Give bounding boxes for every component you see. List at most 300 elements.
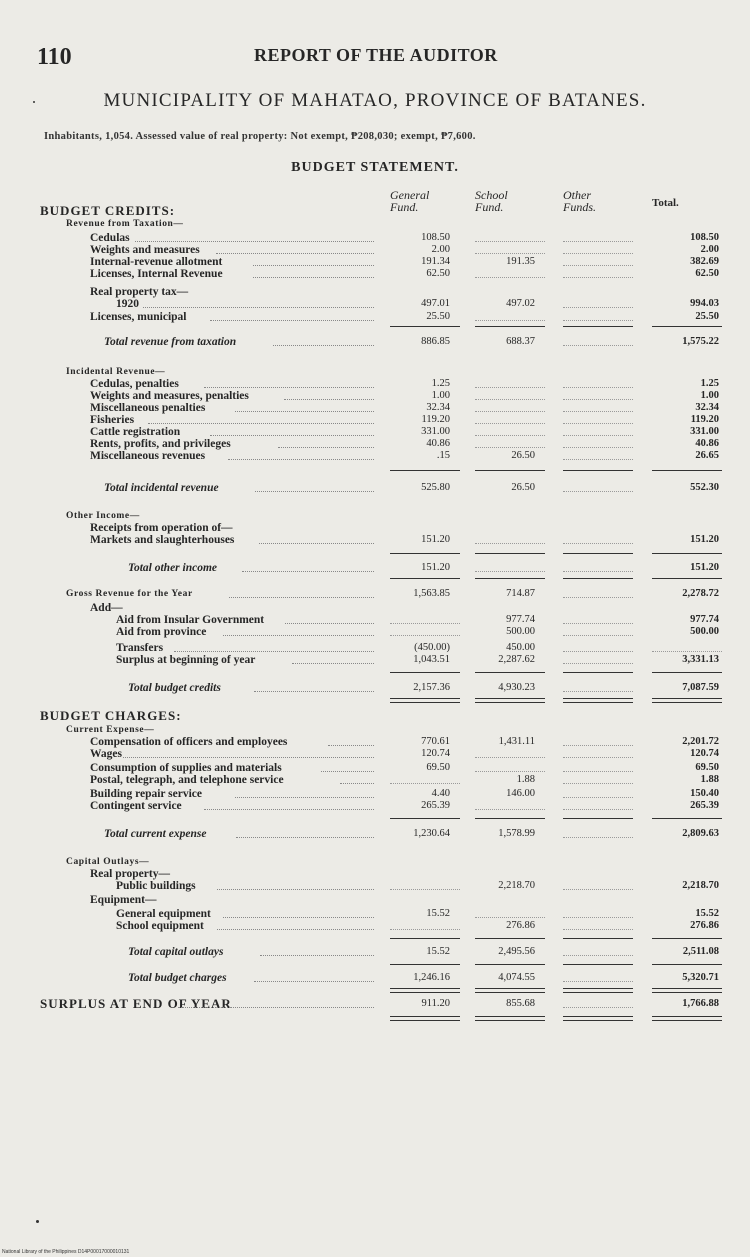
blank-leader [475, 809, 545, 810]
amount-value: 7,087.59 [682, 682, 719, 693]
amount-cell [388, 426, 462, 438]
inhabitants-line: Inhabitants, 1,054. Assessed value of real property: Not exempt, ₱208,030; exempt, ₱7,600. [44, 131, 476, 142]
amount-cell [561, 534, 635, 546]
blank-leader [563, 543, 633, 544]
table-row [0, 218, 750, 230]
amount-cell [473, 880, 547, 892]
amount-cell [650, 482, 724, 494]
row-label: Licenses, municipal [90, 311, 187, 323]
dot-leader [259, 543, 374, 544]
total-rule [652, 470, 722, 471]
amount-cell [650, 654, 724, 666]
amount-cell [388, 762, 462, 774]
amount-cell [561, 414, 635, 426]
amount-value: 2,287.62 [498, 654, 535, 665]
row-label: Current Expense— [66, 725, 155, 735]
amount-cell [650, 390, 724, 402]
row-label: Markets and slaughterhouses [90, 534, 235, 546]
amount-value: 276.86 [690, 920, 719, 931]
row-label: Total other income [128, 562, 218, 574]
blank-leader [563, 571, 633, 572]
amount-cell [561, 946, 635, 958]
row-label: Cedulas, penalties [90, 378, 179, 390]
total-rule [563, 553, 633, 554]
total-rule [390, 470, 460, 471]
amount-value: 2,201.72 [682, 736, 719, 747]
amount-value: 1,563.85 [413, 588, 450, 599]
amount-cell [388, 256, 462, 268]
amount-cell [473, 682, 547, 694]
amount-value: 886.85 [421, 336, 450, 347]
amount-value: 191.34 [421, 256, 450, 267]
total-rule [390, 672, 460, 673]
row-label: Consumption of supplies and materials [90, 762, 282, 774]
amount-value: 151.20 [690, 534, 719, 545]
amount-cell [473, 336, 547, 348]
table-row [0, 534, 750, 546]
total-rule [652, 964, 722, 965]
blank-leader [475, 320, 545, 321]
amount-cell [388, 534, 462, 546]
blank-leader [652, 651, 722, 652]
amount-value: 146.00 [506, 788, 535, 799]
total-rule [563, 672, 633, 673]
amount-cell [650, 256, 724, 268]
blank-leader [475, 447, 545, 448]
amount-value: 265.39 [421, 800, 450, 811]
dot-leader [204, 809, 374, 810]
amount-cell [473, 414, 547, 426]
amount-cell [473, 828, 547, 840]
amount-cell [650, 642, 724, 654]
amount-cell [650, 774, 724, 786]
page-number: 110 [37, 44, 72, 70]
blank-leader [563, 981, 633, 982]
row-label: Miscellaneous revenues [90, 450, 206, 462]
amount-cell [473, 626, 547, 638]
amount-cell [388, 614, 462, 626]
amount-cell [388, 438, 462, 450]
row-label: Aid from province [116, 626, 207, 638]
amount-cell [473, 654, 547, 666]
row-label: Transfers [116, 642, 164, 654]
amount-cell [473, 920, 547, 932]
dot-leader [292, 663, 374, 664]
amount-value: 2,495.56 [498, 946, 535, 957]
amount-cell [561, 588, 635, 600]
amount-cell [650, 426, 724, 438]
table-row [0, 828, 750, 840]
blank-leader [563, 691, 633, 692]
table-row [0, 286, 750, 298]
amount-cell [561, 800, 635, 812]
row-label: SURPLUS AT END OF YEAR [40, 996, 232, 1011]
amount-cell [650, 800, 724, 812]
row-label: Miscellaneous penalties [90, 402, 206, 414]
total-rule [652, 553, 722, 554]
amount-value: 977.74 [690, 614, 719, 625]
amount-cell [473, 534, 547, 546]
row-label: Aid from Insular Government [116, 614, 265, 626]
amount-cell [650, 762, 724, 774]
dot-leader [178, 1007, 374, 1008]
amount-value: 688.37 [506, 336, 535, 347]
total-rule [475, 470, 545, 471]
blank-leader [475, 771, 545, 772]
amount-value: 4.40 [431, 788, 450, 799]
amount-cell [561, 654, 635, 666]
amount-cell [650, 438, 724, 450]
table-row [0, 336, 750, 348]
amount-cell [473, 450, 547, 462]
column-header: Other Funds. [563, 188, 596, 214]
double-rule [475, 698, 545, 703]
dot-leader [255, 491, 374, 492]
amount-cell [388, 998, 462, 1010]
amount-value: 1,246.16 [413, 972, 450, 983]
dot-leader [273, 345, 374, 346]
amount-cell [388, 588, 462, 600]
double-rule [652, 698, 722, 703]
dot-leader [236, 837, 374, 838]
amount-value: 977.74 [506, 614, 535, 625]
column-header: General Fund. [390, 188, 430, 214]
amount-value: 26.50 [511, 450, 535, 461]
amount-value: 552.30 [690, 482, 719, 493]
amount-cell [561, 748, 635, 760]
amount-value: 1.88 [516, 774, 535, 785]
amount-value: 331.00 [690, 426, 719, 437]
amount-cell [561, 298, 635, 310]
row-label: Cedulas [90, 232, 130, 244]
amount-value: 331.00 [421, 426, 450, 437]
amount-cell [388, 682, 462, 694]
amount-cell [650, 946, 724, 958]
amount-cell [473, 268, 547, 280]
table-row [0, 998, 750, 1010]
amount-value: 15.52 [695, 908, 719, 919]
amount-cell [650, 788, 724, 800]
total-rule [390, 818, 460, 819]
table-row [0, 602, 750, 614]
amount-cell [473, 426, 547, 438]
amount-cell [388, 800, 462, 812]
blank-leader [563, 745, 633, 746]
amount-value: 69.50 [426, 762, 450, 773]
dot-leader [340, 783, 374, 784]
total-rule [563, 578, 633, 579]
amount-value: 108.50 [421, 232, 450, 243]
dot-leader [148, 423, 374, 424]
amount-value: 1,043.51 [413, 654, 450, 665]
amount-value: 1.00 [700, 390, 719, 401]
row-label: Licenses, Internal Revenue [90, 268, 223, 280]
blank-leader [563, 491, 633, 492]
amount-cell [650, 268, 724, 280]
amount-value: 497.01 [421, 298, 450, 309]
dot-leader [229, 597, 374, 598]
table-row [0, 298, 750, 310]
row-label: Total revenue from taxation [104, 336, 237, 348]
table-row [0, 402, 750, 414]
blank-leader [563, 241, 633, 242]
blank-leader [563, 411, 633, 412]
blank-leader [390, 635, 460, 636]
table-row [0, 682, 750, 694]
amount-value: .15 [436, 450, 450, 461]
total-rule [475, 672, 545, 673]
amount-cell [388, 402, 462, 414]
amount-value: 500.00 [506, 626, 535, 637]
amount-cell [561, 736, 635, 748]
blank-leader [563, 320, 633, 321]
amount-value: 26.50 [511, 482, 535, 493]
table-row [0, 774, 750, 786]
amount-cell [650, 736, 724, 748]
total-rule [563, 326, 633, 327]
blank-leader [563, 447, 633, 448]
amount-cell [561, 626, 635, 638]
dot-leader [143, 307, 374, 308]
blank-leader [563, 253, 633, 254]
row-label: Real property— [90, 868, 170, 880]
amount-value: 450.00 [506, 642, 535, 653]
blank-leader [563, 635, 633, 636]
amount-cell [473, 588, 547, 600]
amount-cell [388, 626, 462, 638]
double-rule [475, 1016, 545, 1021]
amount-cell [561, 998, 635, 1010]
row-label: Other Income— [66, 511, 140, 521]
table-row [0, 450, 750, 462]
amount-cell [650, 336, 724, 348]
amount-cell [473, 972, 547, 984]
amount-value: 714.87 [506, 588, 535, 599]
blank-leader [475, 757, 545, 758]
amount-cell [650, 614, 724, 626]
amount-value: 4,930.23 [498, 682, 535, 693]
column-header: Total. [652, 197, 679, 209]
dot-leader [260, 955, 374, 956]
amount-value: 3,331.13 [682, 654, 719, 665]
blank-leader [475, 917, 545, 918]
amount-cell [561, 774, 635, 786]
table-row [0, 626, 750, 638]
double-rule [390, 698, 460, 703]
blank-leader [563, 399, 633, 400]
amount-cell [650, 626, 724, 638]
blank-leader [563, 265, 633, 266]
blank-leader [563, 837, 633, 838]
row-label: Real property tax— [90, 286, 189, 298]
amount-cell [650, 682, 724, 694]
dot-leader [216, 253, 374, 254]
amount-cell [473, 438, 547, 450]
row-label: Equipment— [90, 894, 157, 906]
total-rule [652, 326, 722, 327]
total-rule [563, 964, 633, 965]
amount-cell [473, 390, 547, 402]
blank-leader [563, 459, 633, 460]
total-rule [475, 818, 545, 819]
total-rule [475, 938, 545, 939]
amount-cell [473, 311, 547, 323]
amount-value: 994.03 [690, 298, 719, 309]
amount-cell [650, 244, 724, 256]
blank-leader [563, 307, 633, 308]
amount-cell [561, 426, 635, 438]
amount-value: 525.80 [421, 482, 450, 493]
row-label: Weights and measures [90, 244, 200, 256]
dot-leader [328, 745, 374, 746]
blank-leader [563, 387, 633, 388]
dot-leader [285, 623, 374, 624]
table-row [0, 762, 750, 774]
blank-leader [563, 917, 633, 918]
amount-cell [388, 908, 462, 920]
dot-leader [217, 889, 374, 890]
table-row [0, 654, 750, 666]
amount-value: 497.02 [506, 298, 535, 309]
amount-cell [473, 788, 547, 800]
amount-cell [473, 256, 547, 268]
total-rule [390, 964, 460, 965]
total-rule [390, 938, 460, 939]
amount-value: 5,320.71 [682, 972, 719, 983]
table-row [0, 426, 750, 438]
blank-leader [475, 399, 545, 400]
row-label: Fisheries [90, 414, 135, 426]
amount-cell [473, 482, 547, 494]
amount-cell [388, 268, 462, 280]
dot-leader [254, 691, 374, 692]
double-rule [475, 988, 545, 993]
amount-cell [473, 614, 547, 626]
row-label: BUDGET CREDITS: [40, 203, 176, 218]
blank-leader [563, 757, 633, 758]
amount-cell [650, 880, 724, 892]
total-rule [563, 470, 633, 471]
amount-value: 40.86 [695, 438, 719, 449]
dot-leader [204, 387, 374, 388]
amount-cell [473, 908, 547, 920]
table-row [0, 390, 750, 402]
blank-leader [563, 623, 633, 624]
dot-leader [223, 917, 374, 918]
dot-leader [253, 265, 374, 266]
total-rule [390, 326, 460, 327]
table-row [0, 894, 750, 906]
table-row [0, 366, 750, 378]
blank-leader [563, 929, 633, 930]
dot-leader [278, 447, 374, 448]
blank-leader [563, 651, 633, 652]
row-label: Total current expense [104, 828, 207, 840]
amount-value: 25.50 [426, 311, 450, 322]
blank-leader [563, 663, 633, 664]
amount-value: 15.52 [426, 946, 450, 957]
amount-value: 191.35 [506, 256, 535, 267]
ink-speck [33, 101, 35, 103]
table-row [0, 788, 750, 800]
amount-value: 119.20 [421, 414, 450, 425]
amount-cell [561, 438, 635, 450]
blank-leader [475, 387, 545, 388]
table-row [0, 414, 750, 426]
amount-cell [650, 828, 724, 840]
amount-cell [388, 378, 462, 390]
amount-cell [473, 402, 547, 414]
table-row [0, 510, 750, 522]
total-rule [475, 553, 545, 554]
amount-cell [561, 402, 635, 414]
amount-cell [650, 588, 724, 600]
amount-value: (450.00) [414, 642, 450, 653]
row-label: Internal-revenue allotment [90, 256, 223, 268]
row-label: Rents, profits, and privileges [90, 438, 231, 450]
amount-cell [388, 736, 462, 748]
row-label: Total capital outlays [128, 946, 224, 958]
row-label: School equipment [116, 920, 204, 932]
table-row [0, 256, 750, 268]
amount-cell [388, 414, 462, 426]
amount-value: 150.40 [690, 788, 719, 799]
blank-leader [563, 889, 633, 890]
table-row [0, 880, 750, 892]
blank-leader [563, 955, 633, 956]
amount-value: 62.50 [695, 268, 719, 279]
row-label: Total budget charges [128, 972, 227, 984]
table-row [0, 232, 750, 244]
table-row [0, 800, 750, 812]
dot-leader [228, 459, 374, 460]
table-row [0, 522, 750, 534]
blank-leader [390, 929, 460, 930]
row-label: BUDGET CHARGES: [40, 708, 182, 723]
blank-leader [475, 435, 545, 436]
table-row [0, 736, 750, 748]
double-rule [563, 1016, 633, 1021]
amount-value: 1.88 [700, 774, 719, 785]
amount-value: 1.00 [431, 390, 450, 401]
row-label: Surplus at beginning of year [116, 654, 256, 666]
amount-cell [388, 244, 462, 256]
amount-cell [650, 298, 724, 310]
amount-value: 120.74 [421, 748, 450, 759]
total-rule [652, 672, 722, 673]
amount-cell [561, 482, 635, 494]
amount-cell [388, 920, 462, 932]
table-row [0, 438, 750, 450]
row-label: Incidental Revenue— [66, 367, 166, 377]
amount-cell [388, 774, 462, 786]
amount-value: 1,575.22 [682, 336, 719, 347]
table-row [0, 710, 750, 722]
amount-value: 265.39 [690, 800, 719, 811]
amount-value: 26.65 [695, 450, 719, 461]
amount-cell [650, 972, 724, 984]
amount-value: 500.00 [690, 626, 719, 637]
dot-leader [254, 981, 374, 982]
row-label: Building repair service [90, 788, 203, 800]
amount-value: 2,809.63 [682, 828, 719, 839]
amount-cell [561, 614, 635, 626]
amount-cell [388, 946, 462, 958]
blank-leader [475, 411, 545, 412]
table-row [0, 908, 750, 920]
blank-leader [563, 345, 633, 346]
amount-cell [650, 232, 724, 244]
